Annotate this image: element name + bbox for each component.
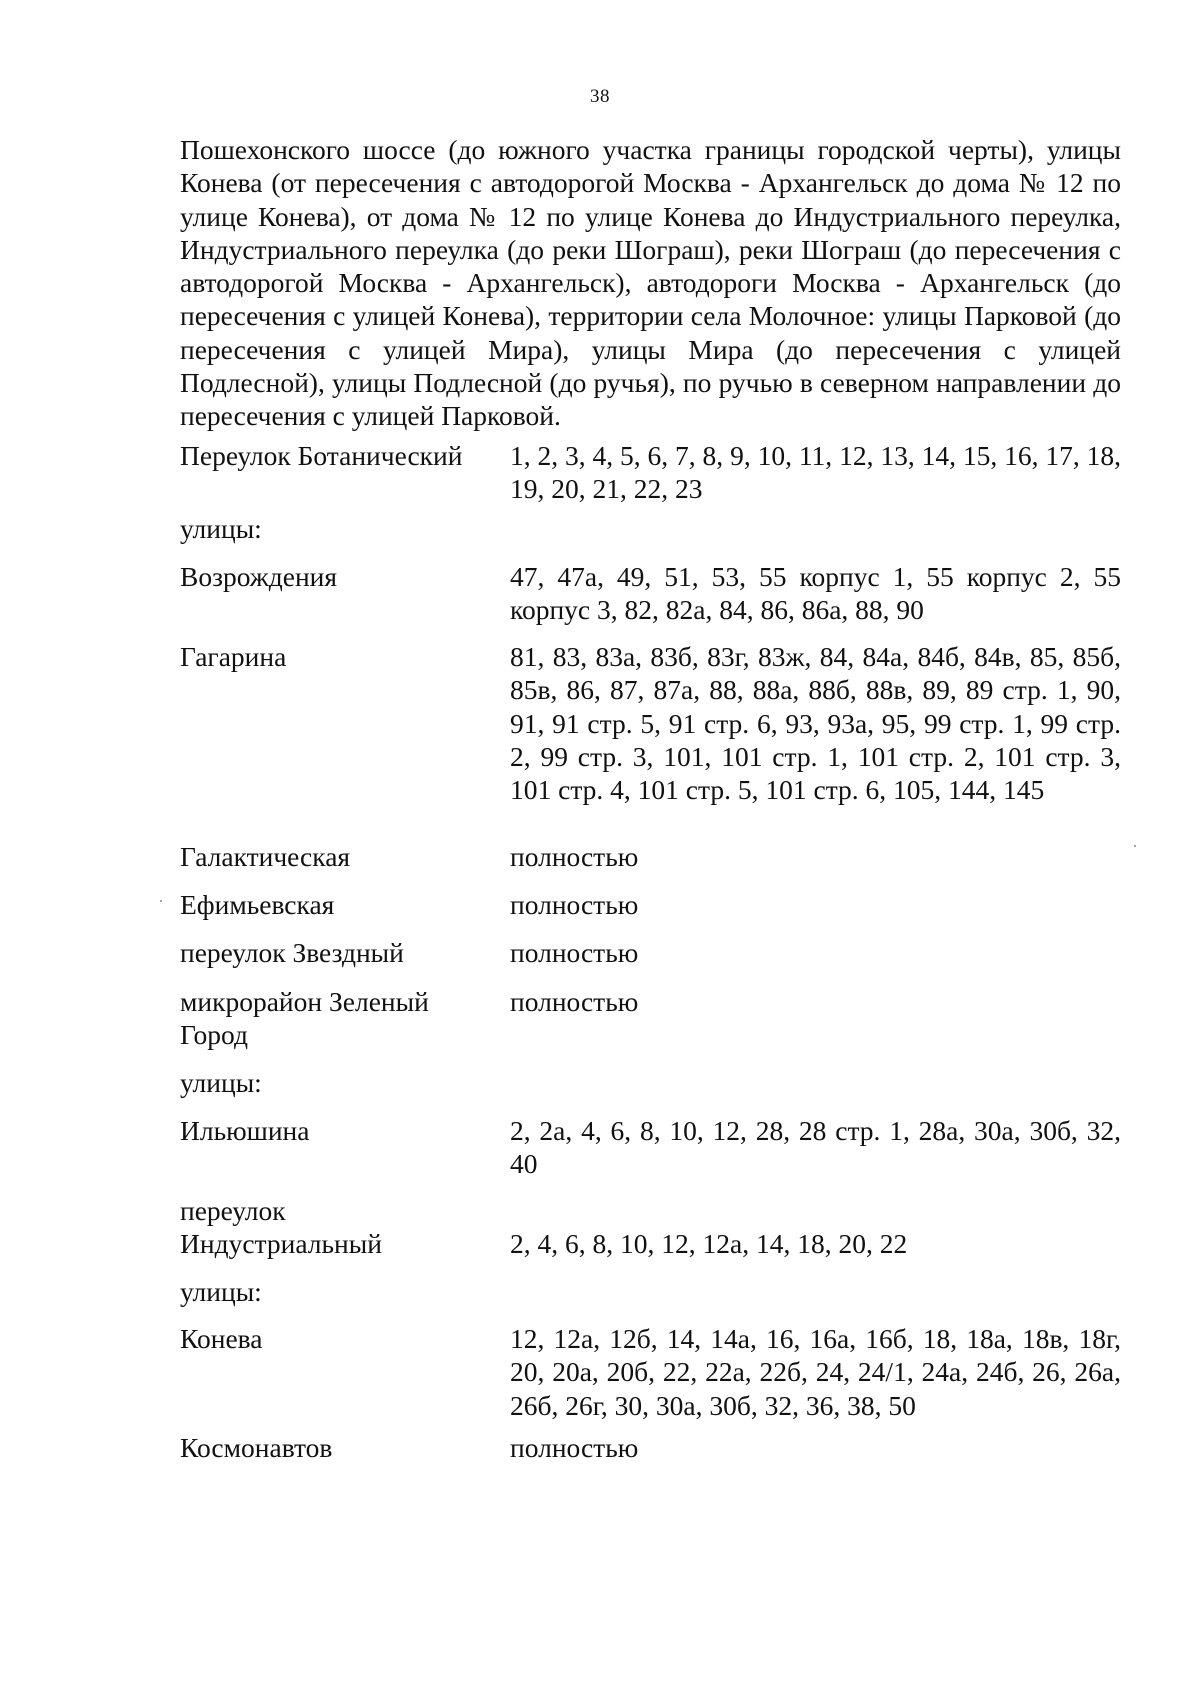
house-numbers: полностью bbox=[510, 841, 639, 872]
entry-row bbox=[180, 840, 1121, 876]
house-numbers: полностью bbox=[510, 1432, 639, 1463]
entry-row bbox=[180, 560, 1121, 630]
house-numbers: 2, 2а, 4, 6, 8, 10, 12, 28, 28 стр. 1, 28а, 30а, 30б, 32, 40 bbox=[510, 1115, 1121, 1180]
entry-row bbox=[180, 1194, 1121, 1264]
street-name: Конева bbox=[180, 1323, 263, 1354]
scan-speck bbox=[160, 900, 162, 902]
entry-row bbox=[180, 640, 1121, 840]
section-label: улицы: bbox=[180, 513, 262, 544]
section-label: улицы: bbox=[180, 1067, 262, 1098]
street-name: Галактическая bbox=[180, 841, 351, 872]
entry-row bbox=[180, 888, 1121, 924]
scan-speck bbox=[1134, 845, 1136, 847]
entry-row bbox=[180, 439, 1121, 509]
house-numbers: 12, 12а, 12б, 14, 14а, 16, 16а, 16б, 18, 18а, 18в, 18г, 20, 20а, 20б, 22, 22а, 22б, 24, 24/1, 24а, 24б, 26, 26а, 26б, 26г, 30, 30а, 30б, 32, 36, 38, 50 bbox=[510, 1323, 1121, 1421]
house-numbers: полностью bbox=[510, 937, 639, 968]
section-label: улицы: bbox=[180, 1276, 262, 1307]
street-name: Космонавтов bbox=[180, 1432, 333, 1463]
entry-row bbox=[180, 985, 1121, 1055]
street-name: Ильюшина bbox=[180, 1115, 310, 1146]
street-name: переулок Индустриальный bbox=[180, 1195, 382, 1260]
street-name: Возрождения bbox=[180, 561, 338, 592]
street-name: Гагарина bbox=[180, 641, 287, 672]
house-numbers: 47, 47а, 49, 51, 53, 55 корпус 1, 55 корпус 2, 55 корпус 3, 82, 82а, 84, 86, 86а, 88, 90 bbox=[510, 561, 1121, 626]
street-name: Ефимьевская bbox=[180, 889, 335, 920]
street-name: микрорайон Зеленый Город bbox=[180, 986, 429, 1051]
entry-row bbox=[180, 936, 1121, 972]
entry-row bbox=[180, 1431, 1121, 1467]
house-numbers: 2, 4, 6, 8, 10, 12, 12а, 14, 18, 20, 22 bbox=[510, 1228, 908, 1259]
street-name: Переулок Ботанический bbox=[180, 440, 463, 471]
house-numbers: 1, 2, 3, 4, 5, 6, 7, 8, 9, 10, 11, 12, 13, 14, 15, 16, 17, 18, 19, 20, 21, 22, 23 bbox=[510, 440, 1121, 505]
intro-paragraph: Пошехонского шоссе (до южного участка границы городской черты), улицы Конева (от пересечения с автодорогой Москва - Архангельск до дома № 12 по улице Конева), от дома № 12 по улице Конева до Индустриального переулка, Индустриального переулка (до реки Шограш), реки Шограш (до пересечения с автодорогой Москва - Архангельск), автодороги Москва - Архангельск (до пересечения с улицей Конева), территории села Молочное: улицы Парковой (до пересечения с улицей Мира), улицы Мира (до пересечения с улицей Подлесной), улицы Подлесной (до ручья), по ручью в северном направлении до пересечения с улицей Парковой. bbox=[180, 134, 1121, 432]
page-number: 38 bbox=[590, 86, 610, 107]
house-numbers: 81, 83, 83а, 83б, 83г, 83ж, 84, 84а, 84б, 84в, 85, 85б, 85в, 86, 87, 87а, 88, 88а, 88б, 88в, 89, 89 стр. 1, 90, 91, 91 стр. 5, 91 стр. 6, 93, 93а, 95, 99 стр. 1, 99 стр. 2, 99 стр. 3, 101, 101 стр. 1, 101 стр. 2, 101 стр. 3, 101 стр. 4, 101 стр. 5, 101 стр. 6, 105, 144, 145 bbox=[510, 641, 1121, 806]
house-numbers: полностью bbox=[510, 889, 639, 920]
entry-row bbox=[180, 1114, 1121, 1184]
entry-row bbox=[180, 1322, 1121, 1427]
house-numbers: полностью bbox=[510, 986, 639, 1017]
street-name: переулок Звездный bbox=[180, 937, 404, 968]
